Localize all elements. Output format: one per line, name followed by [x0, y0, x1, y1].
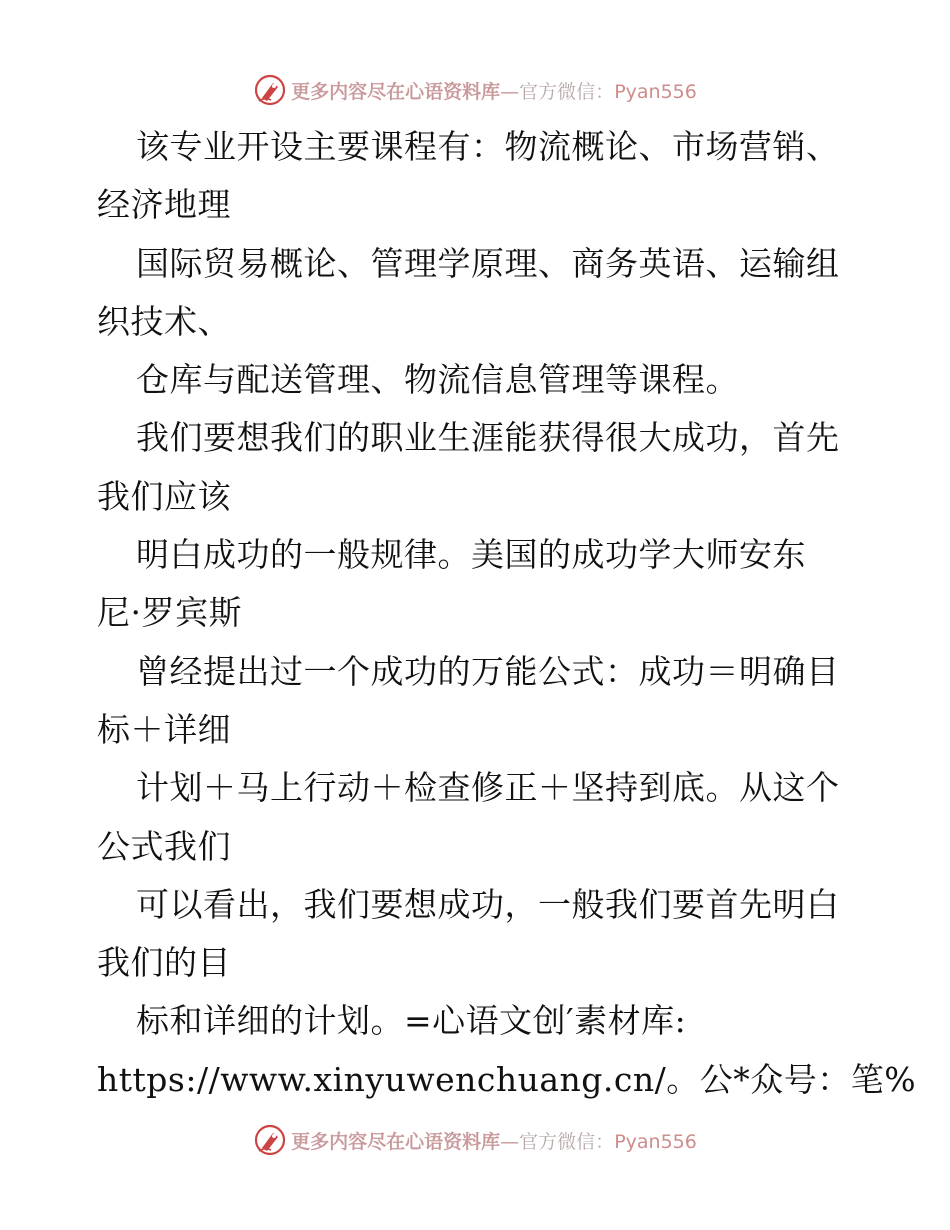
paragraph-line: 我们的目: [97, 943, 231, 983]
paragraph-line: 仓库与配送管理、物流信息管理等课程。: [136, 360, 739, 400]
banner-slogan: 更多内容尽在心语资料库: [291, 1130, 501, 1153]
footer-watermark-banner: [0, 1120, 950, 1160]
banner-handle: Pyan556: [614, 80, 697, 103]
paragraph-line: 我们要想我们的职业生涯能获得很大成功，首先: [136, 418, 840, 458]
banner-dash: —: [500, 1130, 520, 1153]
paragraph-line: 可以看出，我们要想成功，一般我们要首先明白: [136, 884, 840, 924]
paragraph-line: 我们应该: [97, 476, 231, 516]
paragraph-line: 标＋详细: [97, 709, 231, 749]
header-watermark-banner: [0, 70, 950, 110]
paragraph-line: 曾经提出过一个成功的万能公式：成功＝明确目: [136, 651, 840, 691]
document-body: [97, 118, 917, 1109]
paragraph-line: 尼·罗宾斯: [97, 593, 242, 633]
banner-dash: —: [500, 80, 520, 103]
paragraph-line: 经济地理: [97, 185, 231, 225]
paragraph-line: 标和详细的计划。=心语文创′素材库:: [136, 1001, 687, 1041]
paragraph-line: 计划＋马上行动＋检查修正＋坚持到底。从这个: [136, 768, 840, 808]
banner-inner: [253, 1123, 697, 1157]
pen-nib-logo-icon: [253, 73, 287, 107]
banner-wechat-label: 官方微信：: [519, 80, 615, 103]
banner-text: [291, 1127, 697, 1154]
paragraph-line: 公式我们: [97, 826, 231, 866]
paragraph-line: 该专业开设主要课程有：物流概论、市场营销、: [136, 127, 840, 166]
paragraph-line: 明白成功的一般规律。美国的成功学大师安东: [136, 535, 806, 575]
banner-handle: Pyan556: [614, 1130, 697, 1153]
banner-text: [291, 77, 697, 104]
paragraph-line: 织技术、: [97, 301, 231, 341]
banner-wechat-label: 官方微信：: [519, 1130, 615, 1153]
paragraph-line-url: https://www.xinyuwenchuang.cn/。公*众号：笔%: [97, 1059, 917, 1099]
banner-slogan: 更多内容尽在心语资料库: [291, 80, 501, 103]
banner-inner: [253, 73, 697, 107]
paragraph-line: 国际贸易概论、管理学原理、商务英语、运输组: [136, 243, 840, 283]
pen-nib-logo-icon: [253, 1123, 287, 1157]
